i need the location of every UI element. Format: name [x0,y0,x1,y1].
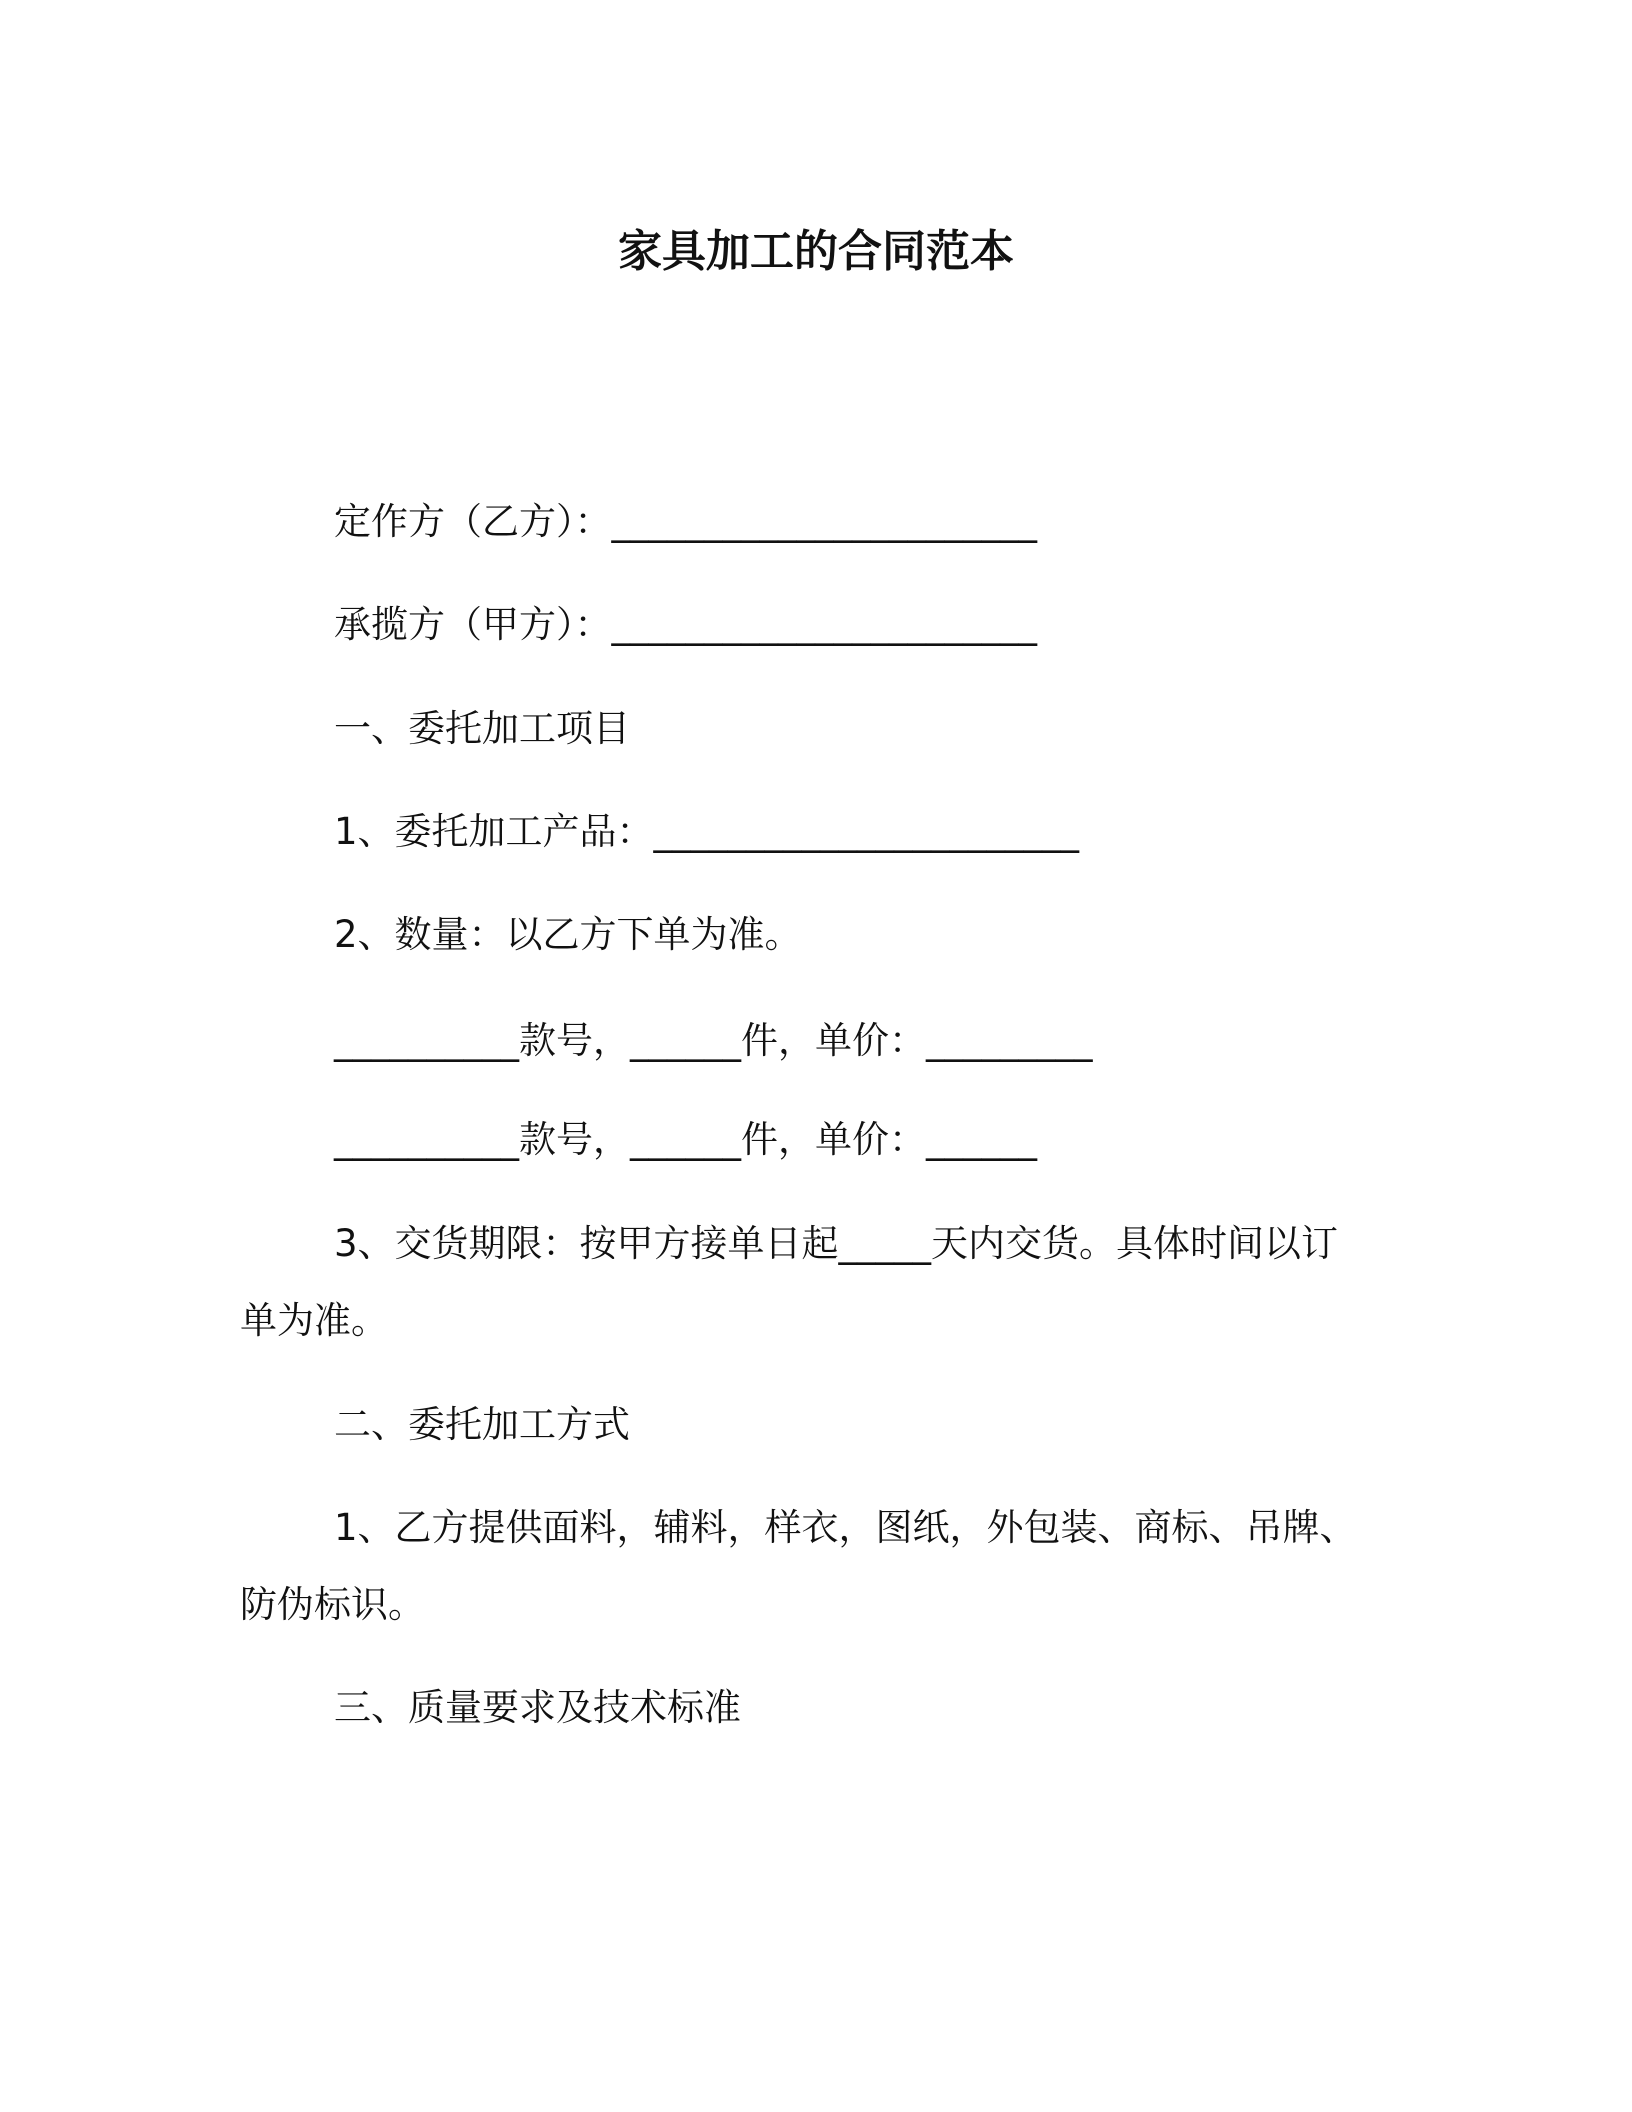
clause-1-3: 3、交货期限：按甲方接单日起_____天内交货。具体时间以订 [334,1222,1339,1265]
order-row-2: __________款号，______件，单价：______ [334,1118,1037,1161]
clause-1-2: 2、数量：以乙方下单为准。 [334,913,802,956]
clause-1-3-continued: 单为准。 [240,1299,388,1342]
section-1-heading: 一、委托加工项目 [334,707,630,750]
order-row-1: __________款号，______件，单价：_________ [334,1019,1093,1062]
clause-1-1: 1、委托加工产品：_______________________ [334,810,1080,853]
document-title: 家具加工的合同范本 [618,226,1014,277]
party-b-line: 定作方（乙方）：_______________________ [334,500,1037,543]
clause-2-1-continued: 防伪标识。 [240,1583,425,1626]
clause-2-1: 1、乙方提供面料，辅料，样衣，图纸，外包装、商标、吊牌、 [334,1506,1357,1549]
section-3-heading: 三、质量要求及技术标准 [334,1686,741,1729]
section-2-heading: 二、委托加工方式 [334,1403,630,1446]
party-a-line: 承揽方（甲方）：_______________________ [334,603,1037,646]
